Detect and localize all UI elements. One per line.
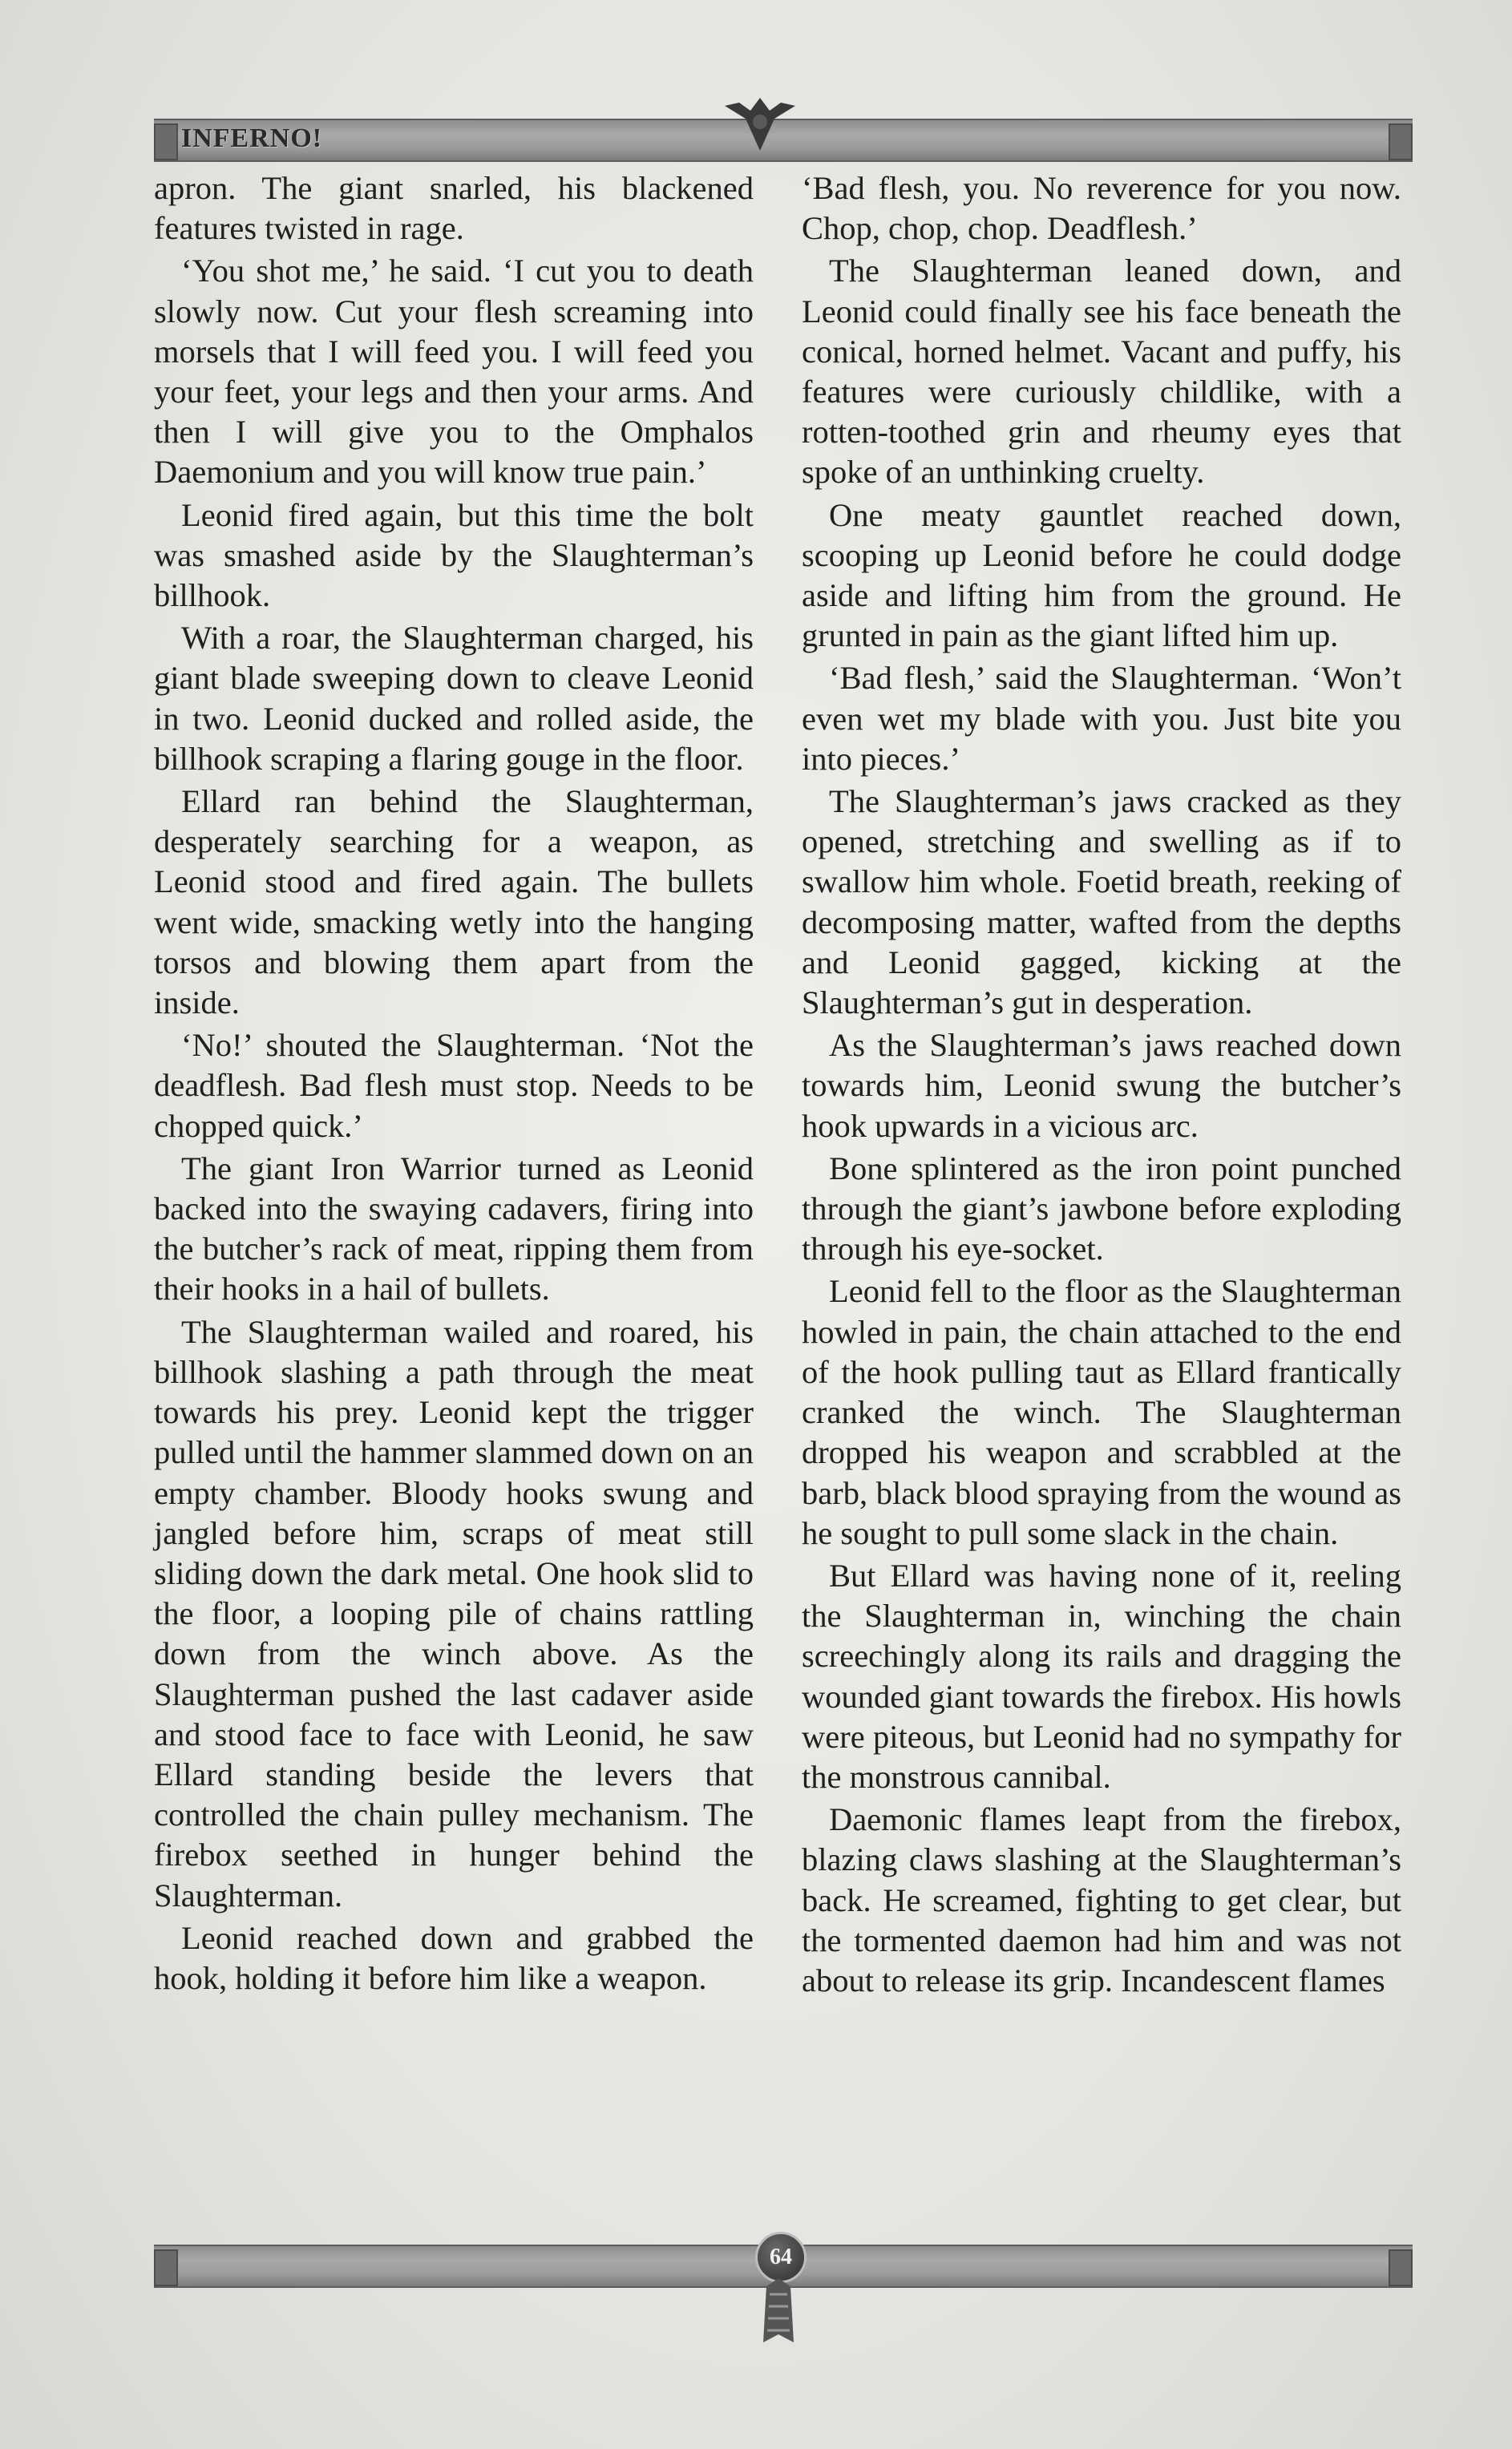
paragraph: Ellard ran behind the Slaughterman, desperately searching for a weapon, as Leonid stood and fired again. The bullets went wide, smacking wetly into the hanging torsos and blowing them apart from the inside. bbox=[154, 783, 754, 1021]
paragraph: Daemonic flames leapt from the firebox, blazing claws slashing at the Slaughterman’s back. He screamed, fighting to get clear, but the tormented daemon had him and was not about to release its grip. Incandescent flames bbox=[802, 1801, 1401, 1998]
paragraph: The Slaughterman wailed and roared, his billhook slashing a path through the meat towards his prey. Leonid kept the trigger pulled until the hammer slammed down on an empty chamber. Bloody hooks swung and jangled before him, scraps of meat still sliding down the dark metal. One hook slid to the floor, a looping pile of chains rattling down from the winch above. As the Slaughterman pushed the last cadaver aside and stood face to face with Leonid, he saw Ellard standing beside the levers that controlled the chain pulley mechanism. The firebox seethed in hunger behind the Slaughterman. bbox=[154, 1313, 754, 1914]
running-title: INFERNO! bbox=[181, 123, 323, 153]
page-number: 64 bbox=[755, 2232, 807, 2283]
paragraph: Leonid fired again, but this time the bolt was smashed aside by the Slaughterman’s billhook. bbox=[154, 496, 754, 614]
right-text-column bbox=[802, 168, 1401, 2003]
paragraph: One meaty gauntlet reached down, scooping up Leonid before he could dodge aside and lifting him from the ground. He grunted in pain as the giant lifted him up. bbox=[802, 496, 1401, 654]
paragraph: ‘Bad flesh,’ said the Slaughterman. ‘Won’t even wet my blade with you. Just bite you into pieces.’ bbox=[802, 660, 1401, 777]
paragraph: Bone splintered as the iron point punched through the giant’s jawbone before exploding through his eye-socket. bbox=[802, 1150, 1401, 1267]
winged-skull-emblem-icon bbox=[722, 95, 798, 159]
paragraph: ‘No!’ shouted the Slaughterman. ‘Not the deadflesh. Bad flesh must stop. Needs to be chopped quick.’ bbox=[154, 1027, 754, 1144]
paragraph: ‘Bad flesh, you. No reverence for you now. Chop, chop, chop. Deadflesh.’ bbox=[802, 170, 1401, 247]
paragraph: Leonid fell to the floor as the Slaughterman howled in pain, the chain attached to the end of the hook pulling taut as Ellard frantically cranked the winch. The Slaughterman dropped his weapon and scrabbled at the barb, black blood spraying from the wound as he sought to pull some slack in the chain. bbox=[802, 1273, 1401, 1551]
paragraph: The Slaughterman’s jaws cracked as they opened, stretching and swelling as if to swallow him whole. Foetid breath, reeking of decomposing matter, wafted from the depths and Leonid gagged, kicking at the Slaughterman’s gut in desperation. bbox=[802, 783, 1401, 1021]
paragraph: With a roar, the Slaughterman charged, his giant blade sweeping down to cleave Leonid in two. Leonid ducked and rolled aside, the billhook scraping a flaring gouge in the floor. bbox=[154, 620, 754, 777]
left-text-column bbox=[154, 168, 754, 2001]
paragraph: As the Slaughterman’s jaws reached down towards him, Leonid swung the butcher’s hook upwards in a vicious arc. bbox=[802, 1027, 1401, 1144]
paragraph: But Ellard was having none of it, reeling the Slaughterman in, winching the chain screechingly along its rails and dragging the wounded giant towards the firebox. His howls were piteous, but Leonid had no sympathy for the monstrous cannibal. bbox=[802, 1557, 1402, 1795]
paragraph: Leonid reached down and grabbed the hook, holding it before him like a weapon. bbox=[154, 1919, 754, 1996]
paragraph: The giant Iron Warrior turned as Leonid backed into the swaying cadavers, firing into the butcher’s rack of meat, ripping them from their hooks in a hail of bullets. bbox=[154, 1150, 754, 1307]
paragraph: ‘You shot me,’ he said. ‘I cut you to death slowly now. Cut your flesh screaming into morsels that I will feed you. I will feed you your feet, your legs and then your arms. And then I will give you to the Omphalos Daemonium and you will know true pain.’ bbox=[154, 253, 754, 491]
tassel-ornament-icon bbox=[746, 2278, 811, 2350]
paragraph: The Slaughterman leaned down, and Leonid could finally see his face beneath the conical, horned helmet. Vacant and puffy, his features were curiously childlike, with a rotten-toothed grin and rheumy eyes that spoke of an unthinking cruelty. bbox=[802, 253, 1401, 491]
paragraph: apron. The giant snarled, his blackened features twisted in rage. bbox=[154, 170, 754, 247]
